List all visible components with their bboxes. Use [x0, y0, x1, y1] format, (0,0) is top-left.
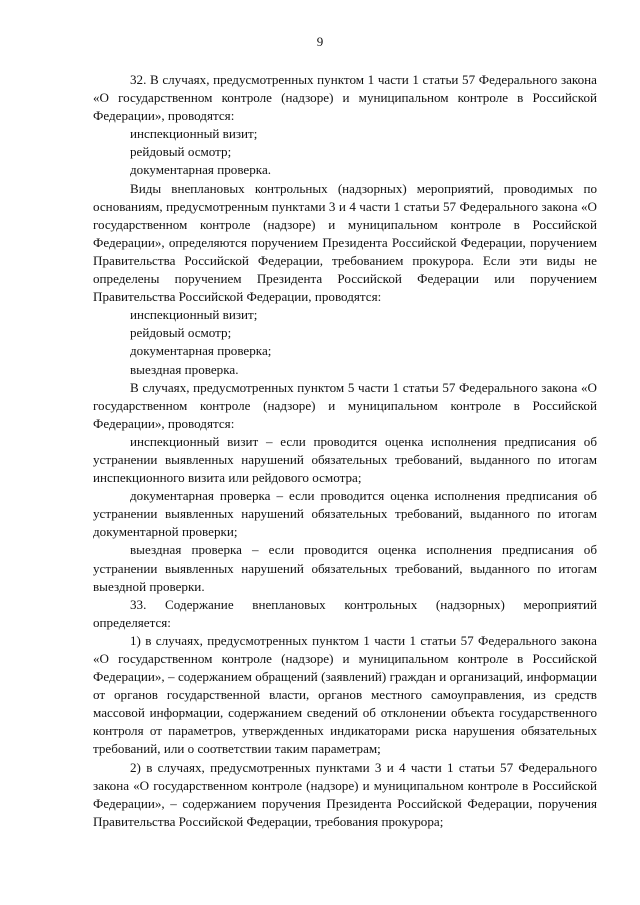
paragraph-33-intro: 33. Содержание внеплановых контрольных (надзорных) мероприятий определяется: — [93, 596, 597, 630]
paragraph-field-check: выездная проверка – если проводится оценка исполнения предписания об устранении выявленных нарушений обязательных требований, выданного по итогам выездной проверки. — [93, 542, 597, 594]
list-item: документарная проверка. — [130, 162, 272, 178]
list-item: выездная проверка. — [130, 361, 239, 377]
page-number: 9 — [316, 34, 324, 49]
paragraph-unscheduled-types: Виды внеплановых контрольных (надзорных) мероприятий, проводимых по основаниям, предусмотренным пунктами 3 и 4 части 1 статьи 57 Федерального закона «О государственном контроле (надзоре) и муниципальном контроле в Российской Федерации», определяются поручением Президента Российской Федерации, поручением Правительства Российской Федерации, требованием прокурора. Если эти виды не определены поручением Президента Российской Федерации или поручением Правительства Российской Федерации, проводятся: — [93, 180, 597, 305]
paragraph-33-item-2: 2) в случаях, предусмотренных пунктами 3 и 4 части 1 статьи 57 Федерального закона «О государственном контроле (надзоре) и муниципальном контроле в Российской Федерации», – содержанием поручения Президента Российской Федерации, поручения Правительства Российской Федерации, требования прокурора; — [93, 759, 597, 829]
paragraph-inspection-visit: инспекционный визит – если проводится оценка исполнения предписания об устранении выявленных нарушений обязательных требований, выданного по итогам инспекционного визита или рейдового осмотра; — [93, 433, 597, 486]
paragraph-point-5: В случаях, предусмотренных пунктом 5 части 1 статьи 57 Федерального закона «О государственном контроле (надзоре) и муниципальном контроле в Российской Федерации», проводятся: — [93, 379, 597, 431]
list-item: инспекционный визит; — [130, 126, 258, 142]
list-item: документарная проверка; — [130, 343, 272, 359]
paragraph-32-intro: 32. В случаях, предусмотренных пунктом 1 части 1 статьи 57 Федерального закона «О государственном контроле (надзоре) и муниципальном контроле в Российской Федерации», проводятся: — [93, 72, 597, 124]
paragraph-33-item-1: 1) в случаях, предусмотренных пунктом 1 части 1 статьи 57 Федерального закона «О государственном контроле (надзоре) и муниципальном контроле в Российской Федерации», – содержанием обращений (заявлений) граждан и организаций, информации от органов государственной власти, органов местного самоуправления, из средств массовой информации, содержанием сведений об отклонении объекта государственного контроля от параметров, утвержденных индикаторами риска нарушения обязательных требований, или о соответствии таким параметрам; — [93, 632, 597, 757]
list-item: инспекционный визит; — [130, 307, 258, 323]
paragraph-documentary-check: документарная проверка – если проводится оценка исполнения предписания об устранении выявленных нарушений обязательных требований, выданного по итогам документарной проверки; — [93, 488, 597, 540]
document-body — [93, 71, 597, 831]
list-item: рейдовый осмотр; — [130, 325, 232, 341]
list-item: рейдовый осмотр; — [130, 144, 232, 160]
